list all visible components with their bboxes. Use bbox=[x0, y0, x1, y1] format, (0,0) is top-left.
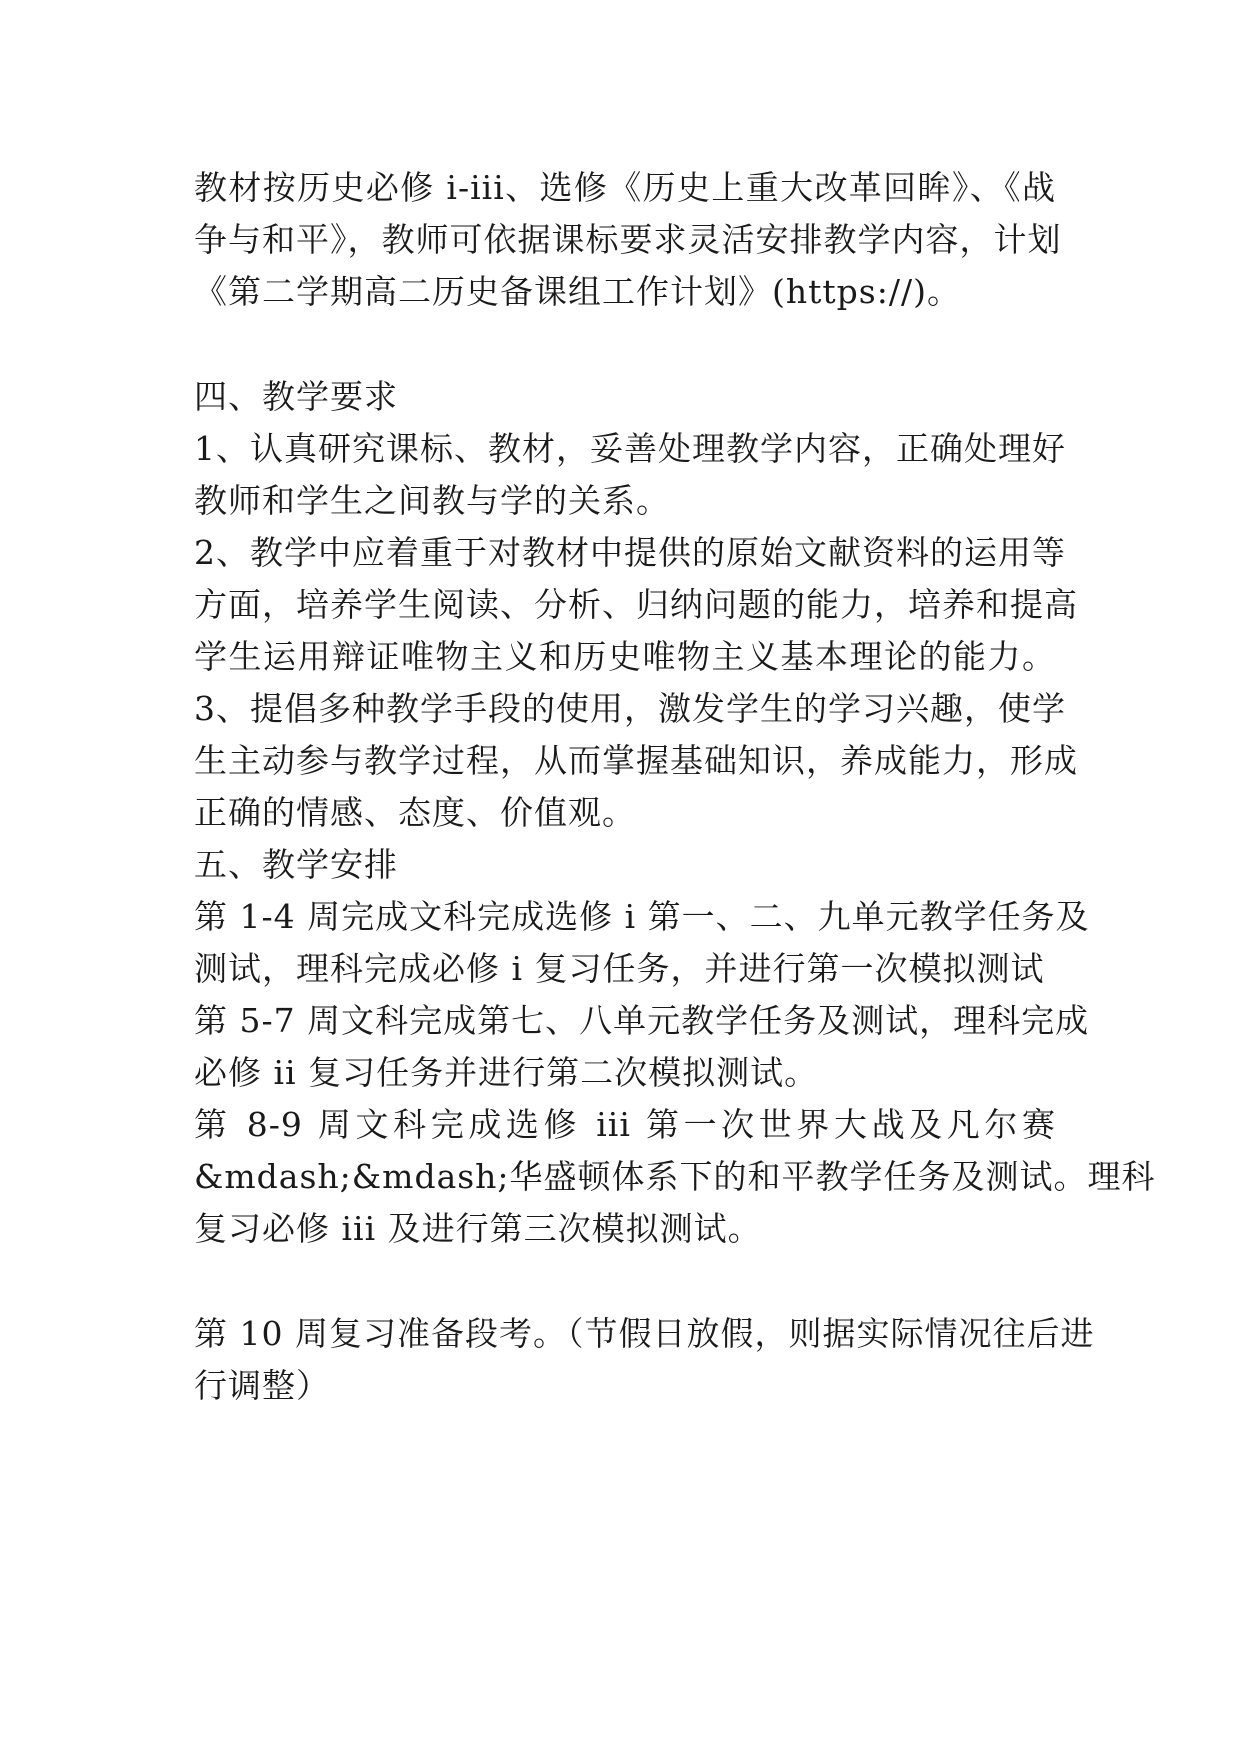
text-line-14: 第 1-4 周完成文科完成选修 i 第一、二、九单元教学任务及 bbox=[194, 897, 1090, 936]
text-line-19: &mdash;&mdash;华盛顿体系下的和平教学任务及测试。理科 bbox=[194, 1157, 1156, 1196]
text-line-3: 《第二学期高二历史备课组工作计划》(https://)。 bbox=[194, 272, 961, 311]
text-line-11: 生主动参与教学过程，从而掌握基础知识，养成能力，形成 bbox=[194, 741, 1078, 780]
text-line-15: 测试，理科完成必修 i 复习任务，并进行第一次模拟测试 bbox=[194, 949, 1045, 988]
text-line-22: 行调整） bbox=[194, 1366, 330, 1405]
text-line-21: 第 10 周复习准备段考。（节假日放假，则据实际情况往后进 bbox=[194, 1314, 1095, 1353]
text-line-12: 正确的情感、态度、价值观。 bbox=[194, 793, 636, 832]
text-line-16: 第 5-7 周文科完成第七、八单元教学任务及测试，理科完成 bbox=[194, 1001, 1090, 1040]
text-line-5: 1、认真研究课标、教材，妥善处理教学内容，正确处理好 bbox=[194, 429, 1066, 468]
text-line-17: 必修 ii 复习任务并进行第二次模拟测试。 bbox=[194, 1053, 819, 1092]
section-heading-4: 四、教学要求 bbox=[194, 377, 398, 416]
text-line-10: 3、提倡多种教学手段的使用，激发学生的学习兴趣，使学 bbox=[194, 689, 1066, 728]
text-line-6: 教师和学生之间教与学的关系。 bbox=[194, 481, 670, 520]
text-line-7: 2、教学中应着重于对教材中提供的原始文献资料的运用等 bbox=[194, 533, 1066, 572]
text-line-20: 复习必修 iii 及进行第三次模拟测试。 bbox=[194, 1209, 762, 1248]
text-line-9: 学生运用辩证唯物主义和历史唯物主义基本理论的能力。 bbox=[194, 637, 1056, 676]
section-heading-5: 五、教学安排 bbox=[194, 845, 398, 884]
text-line-2: 争与和平》，教师可依据课标要求灵活安排教学内容，计划 bbox=[194, 220, 1062, 259]
text-line-1: 教材按历史必修 i-iii、选修《历史上重大改革回眸》、《战 bbox=[194, 168, 1056, 207]
text-line-8: 方面，培养学生阅读、分析、归纳问题的能力，培养和提高 bbox=[194, 585, 1078, 624]
text-line-18: 第 8-9 周文科完成选修 iii 第一次世界大战及凡尔赛 bbox=[194, 1105, 1056, 1144]
